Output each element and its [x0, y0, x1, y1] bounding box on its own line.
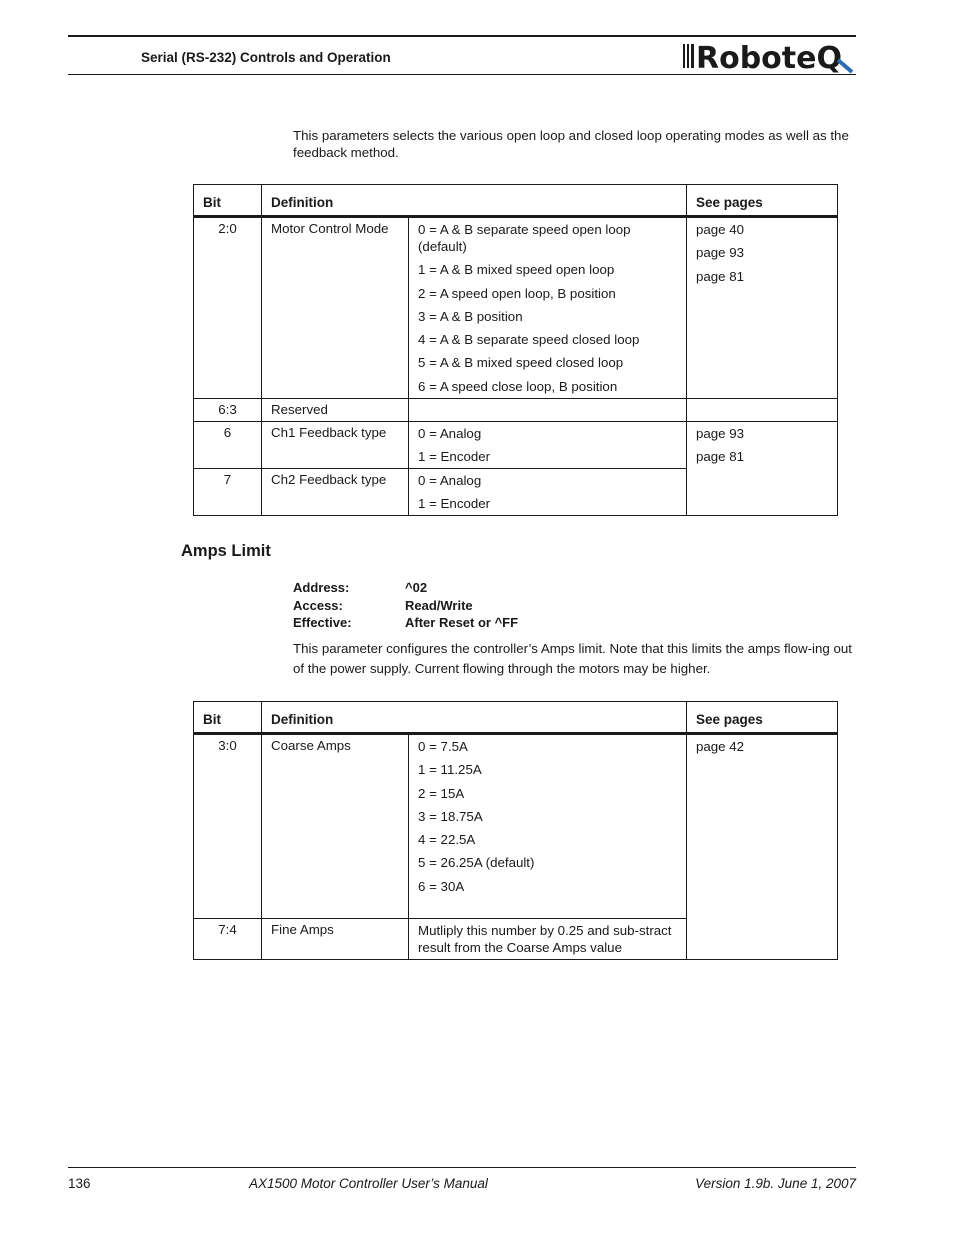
- value-line: 2 = 15A: [418, 785, 465, 801]
- value-line: Mutliply this number by 0.25 and sub-stract result from the Coarse Amps value: [418, 923, 672, 955]
- header-rule: [68, 35, 856, 37]
- value-line: 1 = Encoder: [418, 496, 491, 512]
- version-info: Version 1.9b. June 1, 2007: [695, 1176, 856, 1191]
- page-ref: page 93: [696, 245, 745, 261]
- values-cell: [409, 398, 687, 421]
- section-description: This parameter configures the controller’s Amps limit. Note that this limits the amps flow-ing out of the power supply. Current flowing through the motors may be higher.: [293, 641, 852, 676]
- values-cell: [409, 919, 687, 960]
- definition-cell: Ch1 Feedback type: [262, 421, 409, 468]
- meta-value: Read/Write: [405, 597, 473, 613]
- value-line: 0 = Analog: [418, 425, 482, 441]
- page-ref: page 81: [696, 268, 745, 284]
- pages-cell: [687, 421, 838, 516]
- column-header-definition: Definition: [262, 185, 687, 217]
- amps-limit-table: [193, 701, 838, 960]
- values-cell: [409, 734, 687, 919]
- header-rule: [68, 74, 856, 75]
- column-header-see-pages: See pages: [687, 185, 838, 217]
- running-header-title: Serial (RS-232) Controls and Operation: [141, 50, 391, 65]
- page-ref: page 42: [696, 739, 745, 754]
- pages-cell: [687, 734, 838, 960]
- meta-row-address: [293, 580, 518, 598]
- section-heading: Amps Limit: [181, 542, 271, 560]
- bit-cell: 6: [194, 421, 262, 468]
- pages-cell: [687, 398, 838, 421]
- value-line: 6 = 30A: [418, 878, 465, 894]
- page-number: 136: [68, 1176, 91, 1191]
- bit-cell: 3:0: [194, 734, 262, 919]
- definition-cell: Fine Amps: [262, 919, 409, 960]
- meta-row-effective: [293, 615, 518, 633]
- page-ref: page 81: [696, 449, 745, 465]
- roboteq-logo: [681, 38, 856, 74]
- value-line: 6 = A speed close loop, B position: [418, 378, 618, 394]
- parameter-meta: [293, 580, 518, 633]
- value-line: 4 = A & B separate speed closed loop: [418, 332, 640, 348]
- meta-key: Effective:: [293, 615, 352, 630]
- value-line: 0 = 7.5A: [418, 739, 468, 754]
- values-cell: [409, 217, 687, 399]
- intro-paragraph: This parameters selects the various open loop and closed loop operating modes as well as the feedback method.: [293, 128, 849, 160]
- value-line: 4 = 22.5A: [418, 832, 476, 848]
- page-ref: page 40: [696, 222, 745, 237]
- pages-cell: [687, 217, 838, 399]
- footer-rule: [68, 1167, 856, 1168]
- bit-cell: 2:0: [194, 217, 262, 399]
- value-line: 3 = 18.75A: [418, 808, 483, 824]
- definition-cell: Reserved: [262, 398, 409, 421]
- values-cell: [409, 421, 687, 468]
- column-header-see-pages: See pages: [687, 702, 838, 734]
- value-line: 0 = Analog: [418, 473, 482, 489]
- value-line: 0 = A & B separate speed open loop (default): [418, 222, 631, 254]
- column-header-bit: Bit: [194, 702, 262, 734]
- values-cell: [409, 469, 687, 516]
- logo-wordmark: RoboteQ: [696, 41, 842, 74]
- value-line: 1 = 11.25A: [418, 762, 482, 778]
- bit-cell: 7: [194, 469, 262, 516]
- meta-key: Access:: [293, 597, 343, 613]
- meta-value: After Reset or ^FF: [405, 615, 519, 630]
- value-line: 1 = A & B mixed speed open loop: [418, 262, 615, 278]
- value-line: 5 = 26.25A (default): [418, 855, 535, 871]
- value-line: 1 = Encoder: [418, 449, 491, 465]
- control-mode-table: [193, 184, 838, 516]
- bit-cell: 6:3: [194, 398, 262, 421]
- value-line: 5 = A & B mixed speed closed loop: [418, 355, 624, 371]
- bit-cell: 7:4: [194, 919, 262, 960]
- meta-key: Address:: [293, 580, 350, 595]
- definition-cell: Motor Control Mode: [262, 217, 409, 399]
- definition-cell: Coarse Amps: [262, 734, 409, 919]
- value-line: 3 = A & B position: [418, 308, 523, 324]
- meta-row-access: [293, 598, 518, 616]
- meta-value: ^02: [405, 580, 428, 595]
- column-header-bit: Bit: [194, 185, 262, 217]
- value-line: 2 = A speed open loop, B position: [418, 285, 616, 301]
- column-header-definition: Definition: [262, 702, 687, 734]
- manual-title: AX1500 Motor Controller User’s Manual: [249, 1176, 488, 1191]
- definition-cell: Ch2 Feedback type: [262, 469, 409, 516]
- page-ref: page 93: [696, 425, 745, 441]
